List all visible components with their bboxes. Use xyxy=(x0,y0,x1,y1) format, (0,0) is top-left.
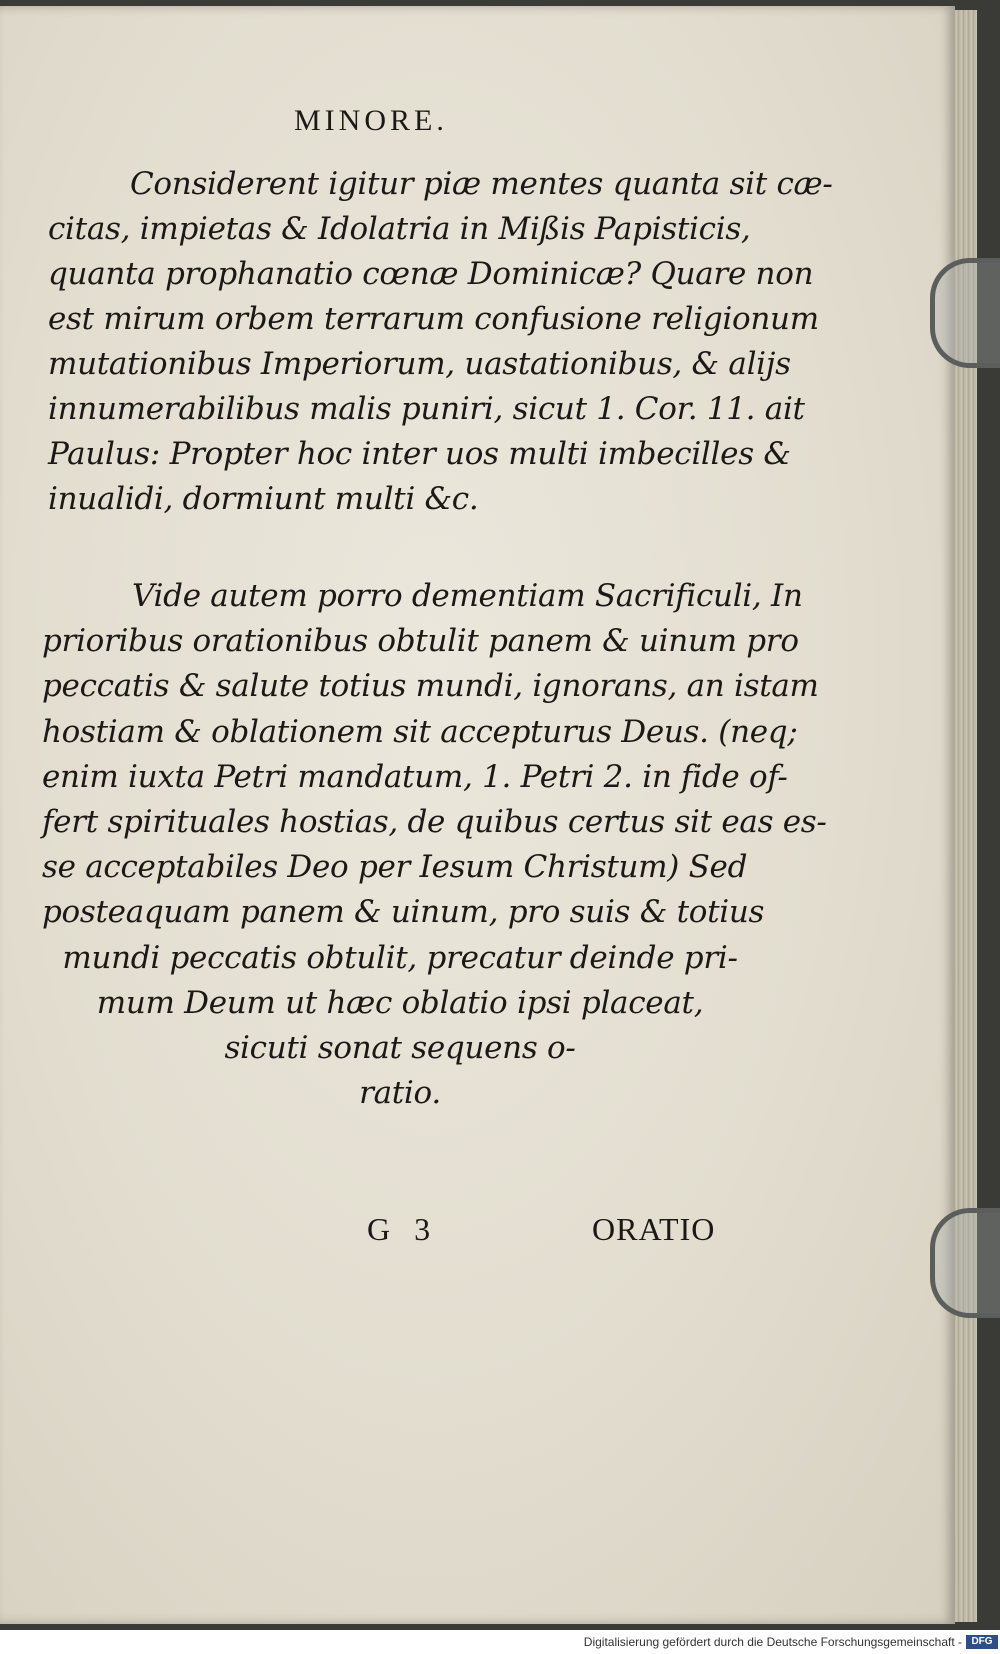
catchword: ORATIO xyxy=(592,1211,716,1247)
text-line: ratio. xyxy=(359,1075,441,1112)
text-line: fert spirituales hostias, de quibus certus sit eas es- xyxy=(42,803,827,840)
paragraph-1 xyxy=(48,162,833,522)
text-line: est mirum orbem terrarum confusione religionum xyxy=(48,301,819,337)
footer-bar xyxy=(0,1630,1000,1654)
text-line: posteaquam panem & uinum, pro suis & totius xyxy=(42,894,765,931)
text-line: Considerent igitur piæ mentes quanta sit cæ- xyxy=(130,166,833,202)
text-line: mum Deum ut hæc oblatio ipsi placeat, xyxy=(96,984,704,1021)
text-line: peccatis & salute totius mundi, ignorans, an istam xyxy=(42,668,819,705)
text-line: sicuti sonat sequens o- xyxy=(224,1029,576,1066)
text-line: enim iuxta Petri mandatum, 1. Petri 2. in fide of- xyxy=(42,758,788,795)
text-line: innumerabilibus malis puniri, sicut 1. Cor. 11. ait xyxy=(48,391,805,427)
page-edges xyxy=(955,10,977,1622)
text-line: hostiam & oblationem sit accepturus Deus. (neq; xyxy=(42,713,798,750)
text-line: mundi peccatis obtulit, precatur deinde pri- xyxy=(62,939,738,976)
text-line: Vide autem porro dementiam Sacrificuli, In xyxy=(132,578,803,614)
text-line: Paulus: Propter hoc inter uos multi imbecilles & xyxy=(48,436,791,472)
clip-bottom-icon xyxy=(930,1208,1000,1318)
footer-credit: Digitalisierung gefördert durch die Deutsche Forschungsgemeinschaft - xyxy=(583,1635,962,1649)
running-head: MINORE. xyxy=(294,104,448,137)
text-line: citas, impietas & Idolatria in Mißis Papisticis, xyxy=(48,211,751,247)
text-line: mutationibus Imperiorum, uastationibus, & alijs xyxy=(48,346,791,382)
text-line: se acceptabiles Deo per Iesum Christum) Sed xyxy=(42,849,748,886)
clip-top-icon xyxy=(930,258,1000,368)
text-line: quanta prophanatio cœnæ Dominicæ? Quare non xyxy=(48,256,814,292)
dfg-logo: DFG xyxy=(966,1635,998,1649)
paragraph-2 xyxy=(42,574,827,1116)
signature-mark: G 3 xyxy=(367,1211,439,1247)
text-line: inualidi, dormiunt multi &c. xyxy=(48,481,479,517)
text-line: prioribus orationibus obtulit panem & uinum pro xyxy=(42,623,799,660)
